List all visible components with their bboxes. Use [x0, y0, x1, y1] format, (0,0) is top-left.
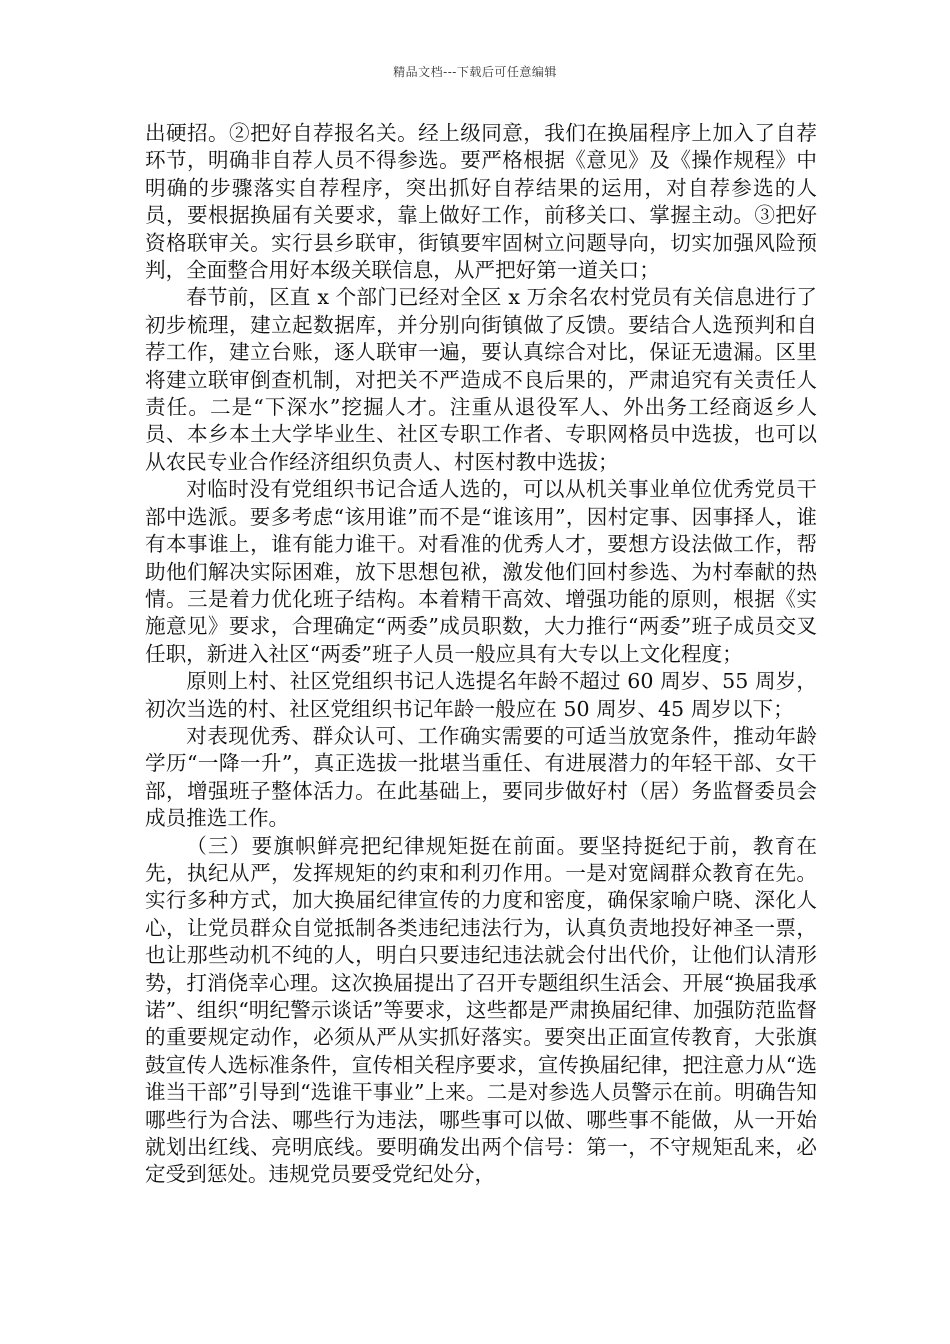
- paragraph: 对表现优秀、群众认可、工作确实需要的可适当放宽条件，推动年龄学历“一降一升”，真正选拔一批堪当重任、有进展潜力的年轻干部、女干部，增强班子整体活力。在此基础上，要同步做好村（居）务监督委员会成员推选工作。: [145, 723, 817, 831]
- paragraph: 原则上村、社区党组织书记人选提名年龄不超过 60 周岁、55 周岁，初次当选的村、社区党组织书记年龄一般应在 50 周岁、45 周岁以下；: [145, 669, 817, 721]
- document-body: [145, 120, 817, 1189]
- paragraph: 出硬招。②把好自荐报名关。经上级同意，我们在换届程序上加入了自荐环节，明确非自荐人员不得参选。要严格根据《意见》及《操作规程》中明确的步骤落实自荐程序，突出抓好自荐结果的运用，对自荐参选的人员，要根据换届有关要求，靠上做好工作，前移关口、掌握主动。③把好资格联审关。实行县乡联审，街镇要牢固树立问题导向，切实加强风险预判，全面整合用好本级关联信息，从严把好第一道关口；: [145, 121, 817, 283]
- paragraph: 春节前，区直 x 个部门已经对全区 x 万余名农村党员有关信息进行了初步梳理，建立起数据库，并分别向街镇做了反馈。要结合人选预判和自荐工作，建立台账，逐人联审一遍，要认真综合对比，保证无遗漏。区里将建立联审倒查机制，对把关不严造成不良后果的，严肃追究有关责任人责任。二是“下深水”挖掘人才。注重从退役军人、外出务工经商返乡人员、本乡本土大学毕业生、社区专职工作者、专职网格员中选拔，也可以从农民专业合作经济组织负责人、村医村教中选拔；: [145, 285, 817, 474]
- paragraph: 对临时没有党组织书记合适人选的，可以从机关事业单位优秀党员干部中选派。要多考虑“该用谁”而不是“谁该用”，因村定事、因事择人，谁有本事谁上，谁有能力谁干。对看准的优秀人才，要想方设法做工作，帮助他们解决实际困难，放下思想包袱，激发他们回村参选、为村奉献的热情。三是着力优化班子结构。本着精干高效、增强功能的原则，根据《实施意见》要求，合理确定“两委”成员职数，大力推行“两委”班子成员交叉任职，新进入社区“两委”班子人员一般应具有大专以上文化程度；: [145, 477, 817, 666]
- page-header: 精品文档---下载后可任意编辑: [393, 65, 557, 79]
- paragraph: （三）要旗帜鲜亮把纪律规矩挺在前面。要坚持挺纪于前，教育在先，执纪从严，发挥规矩的约束和利刃作用。一是对宽阔群众教育在先。实行多种方式，加大换届纪律宣传的力度和密度，确保家喻户晓、深化人心，让党员群众自觉抵制各类违纪违法行为，认真负责地投好神圣一票，也让那些动机不纯的人，明白只要违纪违法就会付出代价，让他们认清形势，打消侥幸心理。这次换届提出了召开专题组织生活会、开展“换届我承诺”、组织“明纪警示谈话”等要求，这些都是严肃换届纪律、加强防范监督的重要规定动作，必须从严从实抓好落实。要突出正面宣传教育，大张旗鼓宣传人选标准条件，宣传相关程序要求，宣传换届纪律，把注意力从“选谁当干部”引导到“选谁干事业”上来。二是对参选人员警示在前。明确告知哪些行为合法、哪些行为违法，哪些事可以做、哪些事不能做，从一开始就划出红线、亮明底线。要明确发出两个信号：第一，不守规矩乱来，必定受到惩处。违规党员要受党纪处分，: [145, 833, 817, 1187]
